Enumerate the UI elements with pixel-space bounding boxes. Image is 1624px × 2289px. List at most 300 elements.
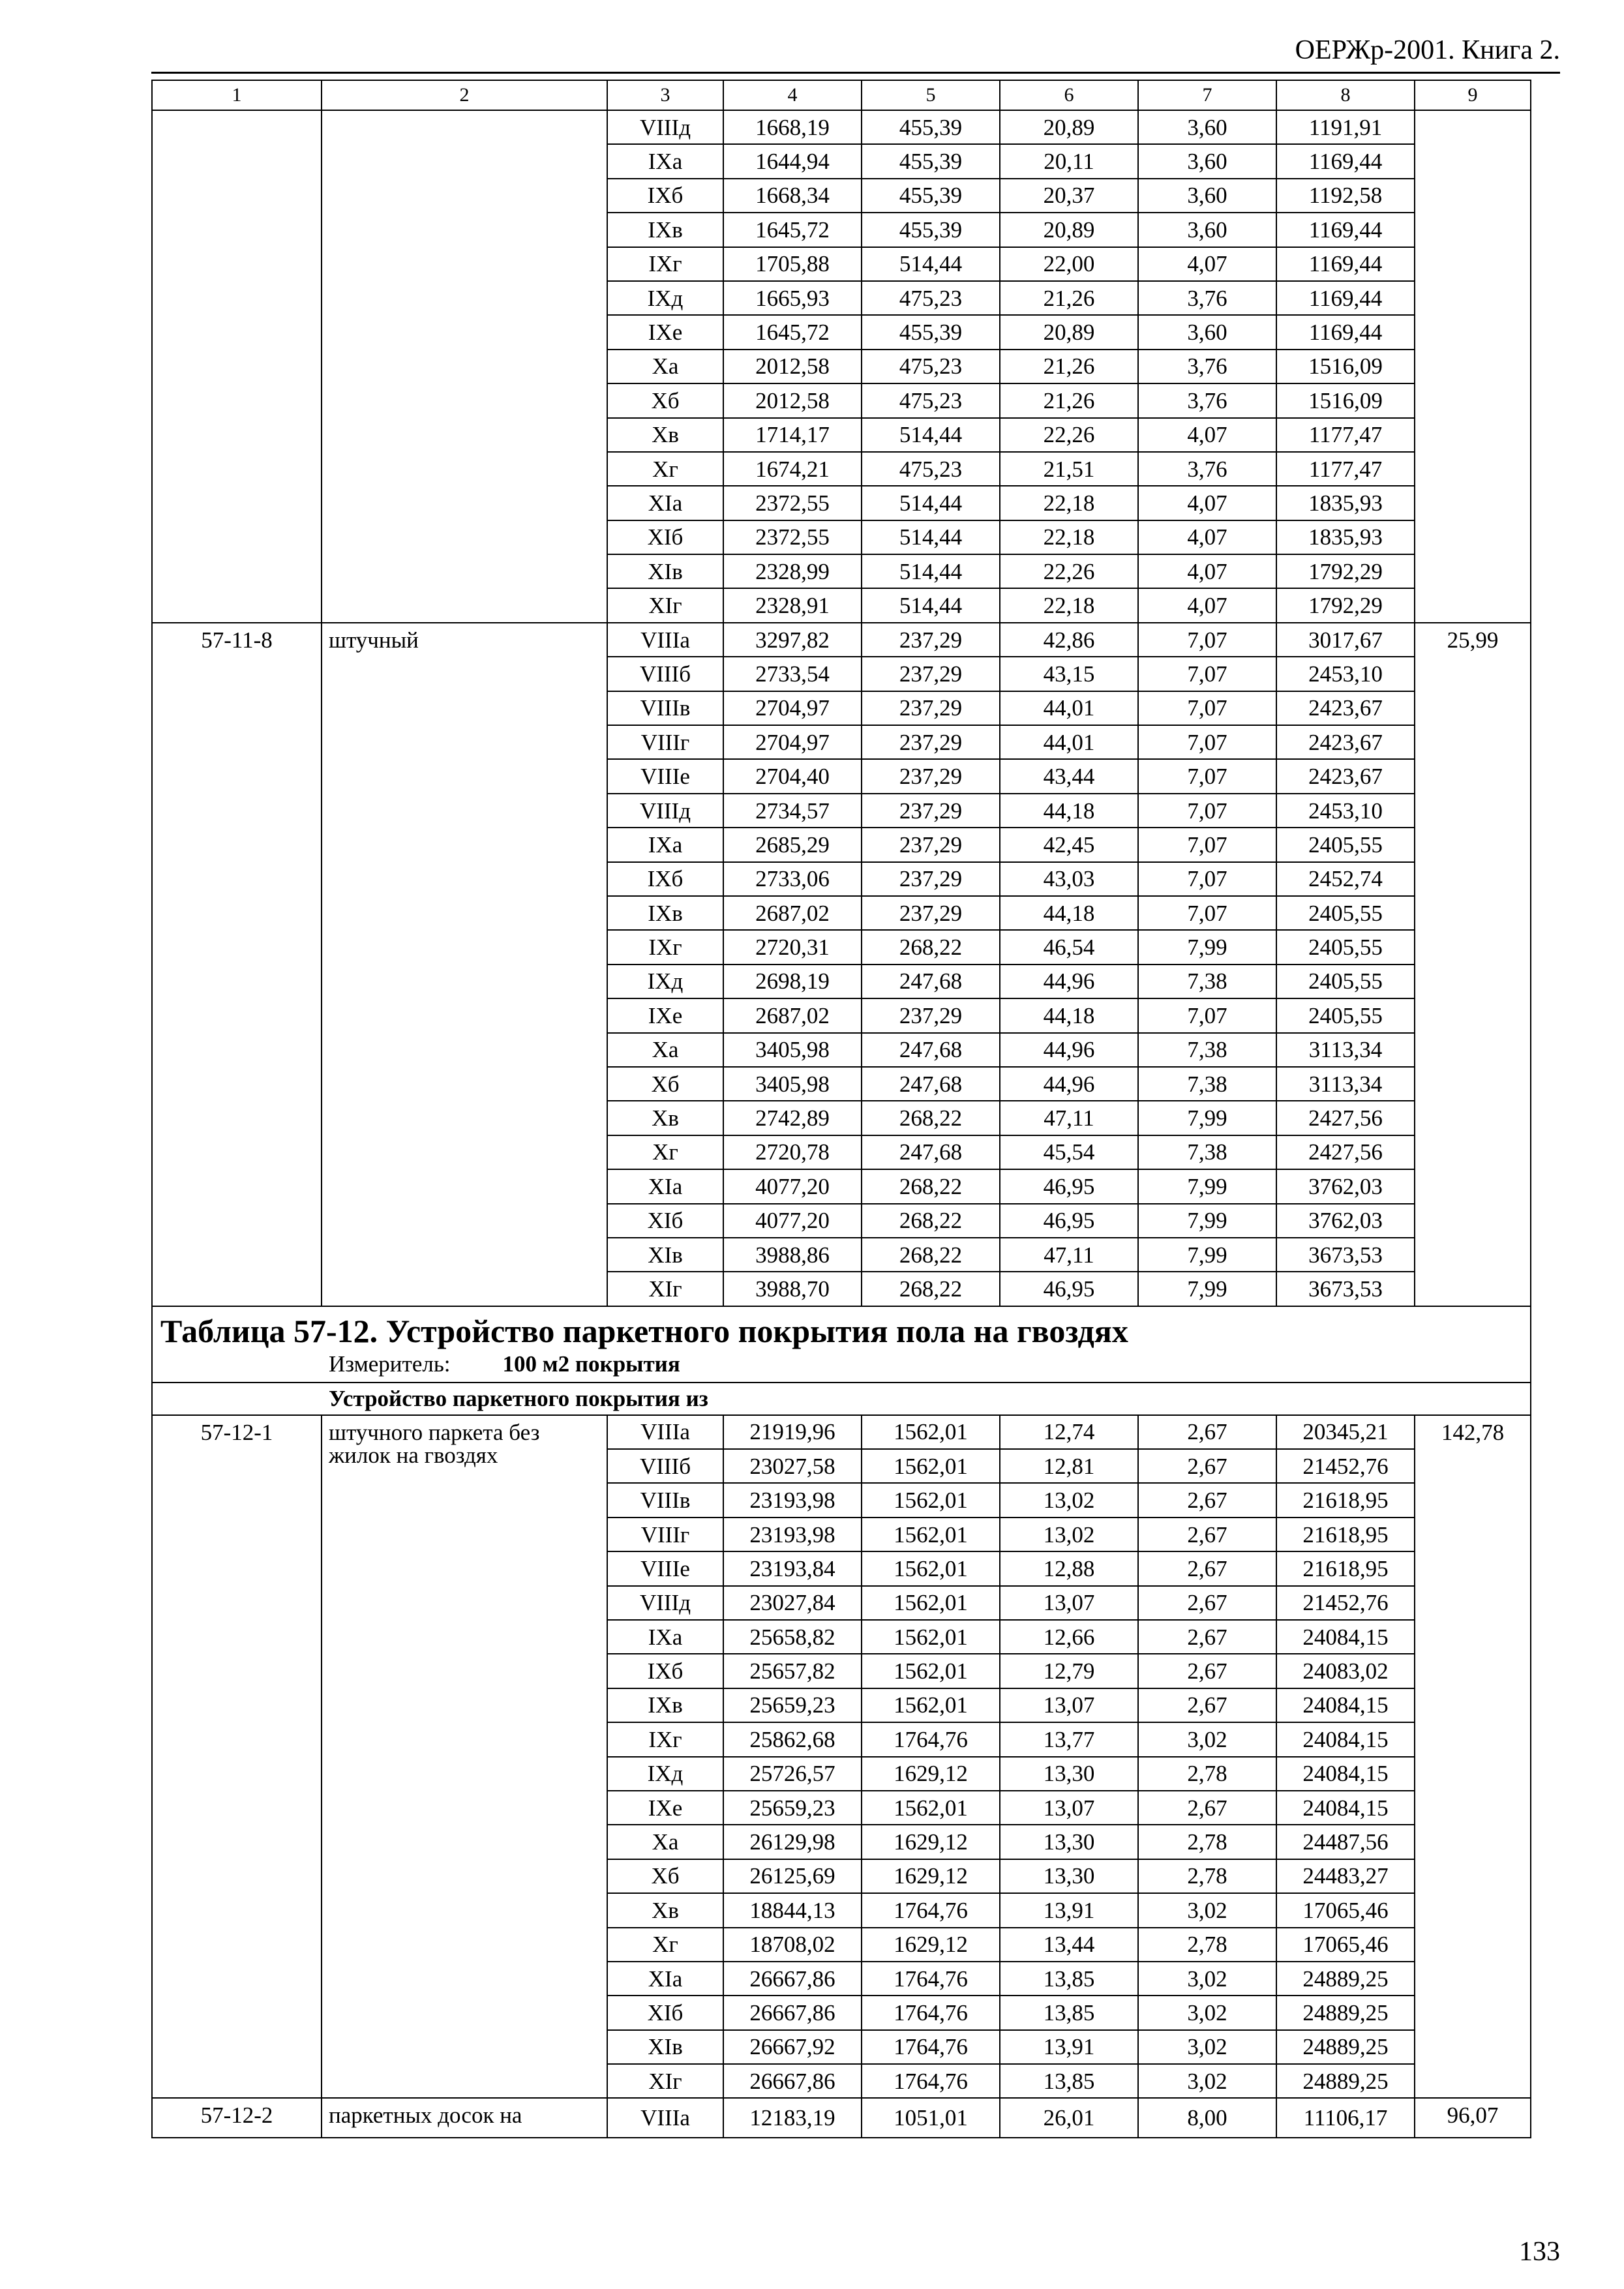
subheader-text: Устройство паркетного покрытия из xyxy=(152,1383,1531,1415)
running-title: ОЕРЖр-2001. Книга 2. xyxy=(1295,35,1560,65)
operator-wages-cell: 2,67 xyxy=(1138,1654,1276,1688)
materials-cell: 3113,34 xyxy=(1276,1067,1415,1101)
direct-costs-cell: 25657,82 xyxy=(723,1654,862,1688)
machine-costs-cell: 13,85 xyxy=(1000,2064,1138,2098)
operator-wages-cell: 3,02 xyxy=(1138,1893,1276,1927)
direct-costs-cell: 4077,20 xyxy=(723,1204,862,1238)
machine-costs-cell: 44,96 xyxy=(1000,1033,1138,1067)
wages-cell: 1051,01 xyxy=(862,2098,1000,2137)
wages-cell: 237,29 xyxy=(862,623,1000,657)
operator-wages-cell: 2,78 xyxy=(1138,1825,1276,1859)
operator-wages-cell: 7,07 xyxy=(1138,862,1276,896)
operator-wages-cell: 2,67 xyxy=(1138,1791,1276,1825)
wages-cell: 1562,01 xyxy=(862,1586,1000,1620)
operator-wages-cell: 2,67 xyxy=(1138,1586,1276,1620)
direct-costs-cell: 2372,55 xyxy=(723,520,862,554)
machine-costs-cell: 47,11 xyxy=(1000,1101,1138,1135)
machine-costs-cell: 46,95 xyxy=(1000,1204,1138,1238)
machine-costs-cell: 42,86 xyxy=(1000,623,1138,657)
direct-costs-cell: 25726,57 xyxy=(723,1757,862,1791)
operator-wages-cell: 4,07 xyxy=(1138,520,1276,554)
region-zone-cell: IXа xyxy=(607,828,723,861)
wages-cell: 1629,12 xyxy=(862,1757,1000,1791)
direct-costs-cell: 2328,99 xyxy=(723,554,862,588)
operator-wages-cell: 7,07 xyxy=(1138,657,1276,691)
region-zone-cell: VIIIд xyxy=(607,110,723,144)
materials-cell: 2452,74 xyxy=(1276,862,1415,896)
item-code: 57-12-2 xyxy=(152,2098,322,2137)
wages-cell: 1764,76 xyxy=(862,1722,1000,1756)
wages-cell: 455,39 xyxy=(862,315,1000,349)
wages-cell: 1764,76 xyxy=(862,1962,1000,1996)
direct-costs-cell: 1674,21 xyxy=(723,452,862,486)
region-zone-cell: IXд xyxy=(607,281,723,315)
machine-costs-cell: 12,74 xyxy=(1000,1415,1138,1449)
materials-cell: 1177,47 xyxy=(1276,452,1415,486)
materials-cell: 21618,95 xyxy=(1276,1518,1415,1551)
direct-costs-cell: 1665,93 xyxy=(723,281,862,315)
materials-cell: 2405,55 xyxy=(1276,965,1415,998)
column-number: 2 xyxy=(322,80,607,110)
wages-cell: 268,22 xyxy=(862,1272,1000,1306)
region-zone-cell: IXд xyxy=(607,965,723,998)
direct-costs-cell: 2685,29 xyxy=(723,828,862,861)
region-zone-cell: VIIIд xyxy=(607,1586,723,1620)
wages-cell: 514,44 xyxy=(862,554,1000,588)
region-zone-cell: IXб xyxy=(607,862,723,896)
materials-cell: 21452,76 xyxy=(1276,1449,1415,1483)
region-zone-cell: IXв xyxy=(607,213,723,247)
direct-costs-cell: 3405,98 xyxy=(723,1033,862,1067)
operator-wages-cell: 7,07 xyxy=(1138,828,1276,861)
machine-costs-cell: 47,11 xyxy=(1000,1238,1138,1272)
measure-line xyxy=(153,1347,1530,1382)
direct-costs-cell: 1714,17 xyxy=(723,418,862,452)
wages-cell: 268,22 xyxy=(862,1101,1000,1135)
direct-costs-cell: 2720,78 xyxy=(723,1135,862,1169)
region-zone-cell: IXб xyxy=(607,179,723,213)
materials-cell: 24889,25 xyxy=(1276,1996,1415,2029)
operator-wages-cell: 3,02 xyxy=(1138,2064,1276,2098)
direct-costs-cell: 12183,19 xyxy=(723,2098,862,2137)
direct-costs-cell: 26125,69 xyxy=(723,1859,862,1893)
machine-costs-cell: 21,51 xyxy=(1000,452,1138,486)
wages-cell: 237,29 xyxy=(862,828,1000,861)
region-zone-cell: VIIIа xyxy=(607,2098,723,2137)
materials-cell: 3673,53 xyxy=(1276,1238,1415,1272)
region-zone-cell: IXд xyxy=(607,1757,723,1791)
direct-costs-cell: 23193,84 xyxy=(723,1551,862,1585)
direct-costs-cell: 2012,58 xyxy=(723,383,862,417)
wages-cell: 1562,01 xyxy=(862,1620,1000,1654)
region-zone-cell: VIIIв xyxy=(607,691,723,725)
operator-wages-cell: 7,99 xyxy=(1138,1238,1276,1272)
direct-costs-cell: 26667,86 xyxy=(723,2064,862,2098)
direct-costs-cell: 1668,34 xyxy=(723,179,862,213)
machine-costs-cell: 13,85 xyxy=(1000,1962,1138,1996)
materials-cell: 3113,34 xyxy=(1276,1033,1415,1067)
wages-cell: 514,44 xyxy=(862,247,1000,281)
region-zone-cell: Xа xyxy=(607,1825,723,1859)
direct-costs-cell: 1645,72 xyxy=(723,213,862,247)
materials-cell: 2423,67 xyxy=(1276,725,1415,759)
materials-cell: 1516,09 xyxy=(1276,350,1415,383)
machine-costs-cell: 12,81 xyxy=(1000,1449,1138,1483)
region-zone-cell: VIIIе xyxy=(607,1551,723,1585)
direct-costs-cell: 25658,82 xyxy=(723,1620,862,1654)
subheader-row xyxy=(152,1383,1531,1415)
direct-costs-cell: 26667,92 xyxy=(723,2030,862,2064)
labor-cost-cell: 142,78 xyxy=(1415,1415,1531,2099)
region-zone-cell: Xв xyxy=(607,1101,723,1135)
operator-wages-cell: 7,38 xyxy=(1138,1135,1276,1169)
wages-cell: 237,29 xyxy=(862,759,1000,793)
materials-cell: 24084,15 xyxy=(1276,1620,1415,1654)
direct-costs-cell: 2704,97 xyxy=(723,691,862,725)
page-number: 133 xyxy=(1519,2237,1560,2267)
wages-cell: 514,44 xyxy=(862,486,1000,520)
wages-cell: 268,22 xyxy=(862,930,1000,964)
wages-cell: 1764,76 xyxy=(862,2030,1000,2064)
wages-cell: 1562,01 xyxy=(862,1654,1000,1688)
direct-costs-cell: 23193,98 xyxy=(723,1518,862,1551)
column-number: 5 xyxy=(862,80,1000,110)
measure-value: 100 м2 покрытия xyxy=(502,1351,680,1377)
operator-wages-cell: 2,67 xyxy=(1138,1620,1276,1654)
measure-label: Измеритель: xyxy=(329,1351,451,1377)
wages-cell: 455,39 xyxy=(862,144,1000,178)
machine-costs-cell: 13,77 xyxy=(1000,1722,1138,1756)
direct-costs-cell: 1644,94 xyxy=(723,144,862,178)
wages-cell: 1562,01 xyxy=(862,1518,1000,1551)
wages-cell: 455,39 xyxy=(862,110,1000,144)
table-row xyxy=(152,623,1531,657)
direct-costs-cell: 25659,23 xyxy=(723,1791,862,1825)
machine-costs-cell: 13,44 xyxy=(1000,1928,1138,1962)
materials-cell: 3762,03 xyxy=(1276,1169,1415,1203)
operator-wages-cell: 3,02 xyxy=(1138,1962,1276,1996)
direct-costs-cell: 23193,98 xyxy=(723,1483,862,1517)
machine-costs-cell: 13,91 xyxy=(1000,1893,1138,1927)
materials-cell: 1169,44 xyxy=(1276,144,1415,178)
region-zone-cell: VIIIг xyxy=(607,725,723,759)
item-name xyxy=(322,110,607,623)
operator-wages-cell: 7,07 xyxy=(1138,759,1276,793)
wages-cell: 1562,01 xyxy=(862,1791,1000,1825)
wages-cell: 237,29 xyxy=(862,862,1000,896)
item-name: штучный xyxy=(322,623,607,1306)
wages-cell: 1562,01 xyxy=(862,1551,1000,1585)
region-zone-cell: VIIIа xyxy=(607,623,723,657)
direct-costs-cell: 2012,58 xyxy=(723,350,862,383)
region-zone-cell: XIа xyxy=(607,486,723,520)
region-zone-cell: IXа xyxy=(607,144,723,178)
direct-costs-cell: 2704,97 xyxy=(723,725,862,759)
item-code: 57-12-1 xyxy=(152,1415,322,2099)
region-zone-cell: IXе xyxy=(607,1791,723,1825)
materials-cell: 24889,25 xyxy=(1276,1962,1415,1996)
operator-wages-cell: 2,78 xyxy=(1138,1928,1276,1962)
wages-cell: 247,68 xyxy=(862,1033,1000,1067)
materials-cell: 24483,27 xyxy=(1276,1859,1415,1893)
region-zone-cell: Xа xyxy=(607,350,723,383)
operator-wages-cell: 7,38 xyxy=(1138,965,1276,998)
materials-cell: 21618,95 xyxy=(1276,1483,1415,1517)
wages-cell: 475,23 xyxy=(862,281,1000,315)
wages-cell: 1764,76 xyxy=(862,1996,1000,2029)
machine-costs-cell: 12,66 xyxy=(1000,1620,1138,1654)
direct-costs-cell: 2698,19 xyxy=(723,965,862,998)
operator-wages-cell: 7,38 xyxy=(1138,1033,1276,1067)
direct-costs-cell: 18708,02 xyxy=(723,1928,862,1962)
materials-cell: 2405,55 xyxy=(1276,828,1415,861)
region-zone-cell: XIа xyxy=(607,1169,723,1203)
materials-cell: 24084,15 xyxy=(1276,1757,1415,1791)
wages-cell: 514,44 xyxy=(862,588,1000,622)
estimate-table xyxy=(151,80,1531,2138)
materials-cell: 24084,15 xyxy=(1276,1791,1415,1825)
wages-cell: 475,23 xyxy=(862,383,1000,417)
operator-wages-cell: 4,07 xyxy=(1138,486,1276,520)
operator-wages-cell: 4,07 xyxy=(1138,247,1276,281)
section-title: Таблица 57-12. Устройство паркетного покрытия пола на гвоздях xyxy=(160,1312,1128,1349)
region-zone-cell: VIIIг xyxy=(607,1518,723,1551)
region-zone-cell: IXг xyxy=(607,930,723,964)
operator-wages-cell: 8,00 xyxy=(1138,2098,1276,2137)
region-zone-cell: XIг xyxy=(607,1272,723,1306)
direct-costs-cell: 4077,20 xyxy=(723,1169,862,1203)
materials-cell: 2427,56 xyxy=(1276,1135,1415,1169)
materials-cell: 2453,10 xyxy=(1276,794,1415,828)
machine-costs-cell: 20,89 xyxy=(1000,315,1138,349)
materials-cell: 1169,44 xyxy=(1276,247,1415,281)
materials-cell: 2427,56 xyxy=(1276,1101,1415,1135)
operator-wages-cell: 7,99 xyxy=(1138,1101,1276,1135)
machine-costs-cell: 46,95 xyxy=(1000,1272,1138,1306)
wages-cell: 1562,01 xyxy=(862,1688,1000,1722)
region-zone-cell: Xб xyxy=(607,1067,723,1101)
operator-wages-cell: 3,76 xyxy=(1138,350,1276,383)
region-zone-cell: VIIIа xyxy=(607,1415,723,1449)
column-number: 7 xyxy=(1138,80,1276,110)
operator-wages-cell: 3,02 xyxy=(1138,1996,1276,2029)
table-body xyxy=(152,80,1531,2138)
region-zone-cell: Xв xyxy=(607,418,723,452)
column-number: 4 xyxy=(723,80,862,110)
materials-cell: 1169,44 xyxy=(1276,315,1415,349)
materials-cell: 2405,55 xyxy=(1276,930,1415,964)
materials-cell: 2453,10 xyxy=(1276,657,1415,691)
materials-cell: 1516,09 xyxy=(1276,383,1415,417)
operator-wages-cell: 7,99 xyxy=(1138,1169,1276,1203)
wages-cell: 1764,76 xyxy=(862,2064,1000,2098)
wages-cell: 268,22 xyxy=(862,1169,1000,1203)
region-zone-cell: Xг xyxy=(607,1928,723,1962)
operator-wages-cell: 3,76 xyxy=(1138,452,1276,486)
materials-cell: 3673,53 xyxy=(1276,1272,1415,1306)
region-zone-cell: VIIIе xyxy=(607,759,723,793)
region-zone-cell: IXг xyxy=(607,247,723,281)
operator-wages-cell: 7,07 xyxy=(1138,896,1276,930)
wages-cell: 1562,01 xyxy=(862,1449,1000,1483)
machine-costs-cell: 44,96 xyxy=(1000,1067,1138,1101)
direct-costs-cell: 1645,72 xyxy=(723,315,862,349)
operator-wages-cell: 3,02 xyxy=(1138,1722,1276,1756)
operator-wages-cell: 2,67 xyxy=(1138,1449,1276,1483)
labor-cost-cell xyxy=(1415,110,1531,623)
table-row xyxy=(152,1415,1531,1449)
item-code: 57-11-8 xyxy=(152,623,322,1306)
materials-cell: 3762,03 xyxy=(1276,1204,1415,1238)
machine-costs-cell: 42,45 xyxy=(1000,828,1138,861)
region-zone-cell: Xб xyxy=(607,383,723,417)
machine-costs-cell: 20,89 xyxy=(1000,110,1138,144)
wages-cell: 1562,01 xyxy=(862,1483,1000,1517)
operator-wages-cell: 7,99 xyxy=(1138,930,1276,964)
operator-wages-cell: 2,67 xyxy=(1138,1551,1276,1585)
column-number: 3 xyxy=(607,80,723,110)
region-zone-cell: XIг xyxy=(607,2064,723,2098)
operator-wages-cell: 7,07 xyxy=(1138,725,1276,759)
materials-cell: 2423,67 xyxy=(1276,759,1415,793)
region-zone-cell: IXб xyxy=(607,1654,723,1688)
materials-cell: 24084,15 xyxy=(1276,1722,1415,1756)
machine-costs-cell: 22,18 xyxy=(1000,588,1138,622)
wages-cell: 247,68 xyxy=(862,1135,1000,1169)
item-name: штучного паркета без жилок на гвоздях xyxy=(322,1415,607,2099)
operator-wages-cell: 4,07 xyxy=(1138,554,1276,588)
wages-cell: 455,39 xyxy=(862,179,1000,213)
direct-costs-cell: 3405,98 xyxy=(723,1067,862,1101)
wages-cell: 268,22 xyxy=(862,1204,1000,1238)
column-number: 9 xyxy=(1415,80,1531,110)
column-number-row xyxy=(152,80,1531,110)
materials-cell: 17065,46 xyxy=(1276,1928,1415,1962)
materials-cell: 3017,67 xyxy=(1276,623,1415,657)
machine-costs-cell: 13,07 xyxy=(1000,1586,1138,1620)
machine-costs-cell: 20,89 xyxy=(1000,213,1138,247)
operator-wages-cell: 3,76 xyxy=(1138,383,1276,417)
operator-wages-cell: 3,60 xyxy=(1138,179,1276,213)
item-code xyxy=(152,110,322,623)
wages-cell: 1629,12 xyxy=(862,1928,1000,1962)
wages-cell: 268,22 xyxy=(862,1238,1000,1272)
machine-costs-cell: 22,18 xyxy=(1000,486,1138,520)
operator-wages-cell: 4,07 xyxy=(1138,418,1276,452)
wages-cell: 237,29 xyxy=(862,657,1000,691)
machine-costs-cell: 45,54 xyxy=(1000,1135,1138,1169)
wages-cell: 1629,12 xyxy=(862,1859,1000,1893)
machine-costs-cell: 13,91 xyxy=(1000,2030,1138,2064)
region-zone-cell: Xа xyxy=(607,1033,723,1067)
direct-costs-cell: 2720,31 xyxy=(723,930,862,964)
wages-cell: 475,23 xyxy=(862,350,1000,383)
direct-costs-cell: 1705,88 xyxy=(723,247,862,281)
machine-costs-cell: 43,44 xyxy=(1000,759,1138,793)
region-zone-cell: XIв xyxy=(607,554,723,588)
machine-costs-cell: 13,85 xyxy=(1000,1996,1138,2029)
wages-cell: 1764,76 xyxy=(862,1893,1000,1927)
section-cell xyxy=(152,1306,1531,1383)
operator-wages-cell: 2,67 xyxy=(1138,1483,1276,1517)
machine-costs-cell: 44,18 xyxy=(1000,998,1138,1032)
materials-cell: 1177,47 xyxy=(1276,418,1415,452)
materials-cell: 17065,46 xyxy=(1276,1893,1415,1927)
direct-costs-cell: 26667,86 xyxy=(723,1996,862,2029)
machine-costs-cell: 26,01 xyxy=(1000,2098,1138,2137)
wages-cell: 237,29 xyxy=(862,691,1000,725)
machine-costs-cell: 43,15 xyxy=(1000,657,1138,691)
region-zone-cell: IXе xyxy=(607,315,723,349)
region-zone-cell: Xб xyxy=(607,1859,723,1893)
wages-cell: 247,68 xyxy=(862,965,1000,998)
machine-costs-cell: 44,18 xyxy=(1000,896,1138,930)
wages-cell: 1629,12 xyxy=(862,1825,1000,1859)
operator-wages-cell: 3,60 xyxy=(1138,315,1276,349)
operator-wages-cell: 3,60 xyxy=(1138,213,1276,247)
materials-cell: 20345,21 xyxy=(1276,1415,1415,1449)
direct-costs-cell: 21919,96 xyxy=(723,1415,862,1449)
materials-cell: 24083,02 xyxy=(1276,1654,1415,1688)
machine-costs-cell: 22,26 xyxy=(1000,554,1138,588)
direct-costs-cell: 25659,23 xyxy=(723,1688,862,1722)
direct-costs-cell: 1668,19 xyxy=(723,110,862,144)
wages-cell: 247,68 xyxy=(862,1067,1000,1101)
machine-costs-cell: 22,00 xyxy=(1000,247,1138,281)
region-zone-cell: IXе xyxy=(607,998,723,1032)
region-zone-cell: XIб xyxy=(607,1204,723,1238)
materials-cell: 11106,17 xyxy=(1276,2098,1415,2137)
table-row xyxy=(152,110,1531,144)
materials-cell: 1191,91 xyxy=(1276,110,1415,144)
region-zone-cell: XIв xyxy=(607,1238,723,1272)
machine-costs-cell: 20,37 xyxy=(1000,179,1138,213)
operator-wages-cell: 2,67 xyxy=(1138,1688,1276,1722)
materials-cell: 24487,56 xyxy=(1276,1825,1415,1859)
wages-cell: 455,39 xyxy=(862,213,1000,247)
machine-costs-cell: 22,18 xyxy=(1000,520,1138,554)
operator-wages-cell: 2,67 xyxy=(1138,1518,1276,1551)
operator-wages-cell: 7,38 xyxy=(1138,1067,1276,1101)
direct-costs-cell: 3988,86 xyxy=(723,1238,862,1272)
operator-wages-cell: 7,07 xyxy=(1138,794,1276,828)
wages-cell: 514,44 xyxy=(862,520,1000,554)
materials-cell: 1792,29 xyxy=(1276,554,1415,588)
operator-wages-cell: 4,07 xyxy=(1138,588,1276,622)
region-zone-cell: IXв xyxy=(607,1688,723,1722)
wages-cell: 237,29 xyxy=(862,794,1000,828)
materials-cell: 24889,25 xyxy=(1276,2030,1415,2064)
direct-costs-cell: 2734,57 xyxy=(723,794,862,828)
machine-costs-cell: 12,79 xyxy=(1000,1654,1138,1688)
machine-costs-cell: 43,03 xyxy=(1000,862,1138,896)
wages-cell: 237,29 xyxy=(862,725,1000,759)
region-zone-cell: Xв xyxy=(607,1893,723,1927)
labor-cost-cell: 25,99 xyxy=(1415,623,1531,1306)
operator-wages-cell: 7,99 xyxy=(1138,1204,1276,1238)
machine-costs-cell: 13,07 xyxy=(1000,1688,1138,1722)
region-zone-cell: XIб xyxy=(607,1996,723,2029)
materials-cell: 2405,55 xyxy=(1276,896,1415,930)
operator-wages-cell: 2,78 xyxy=(1138,1859,1276,1893)
materials-cell: 2423,67 xyxy=(1276,691,1415,725)
operator-wages-cell: 2,67 xyxy=(1138,1415,1276,1449)
machine-costs-cell: 13,30 xyxy=(1000,1859,1138,1893)
region-zone-cell: XIа xyxy=(607,1962,723,1996)
direct-costs-cell: 18844,13 xyxy=(723,1893,862,1927)
machine-costs-cell: 13,07 xyxy=(1000,1791,1138,1825)
direct-costs-cell: 3988,70 xyxy=(723,1272,862,1306)
